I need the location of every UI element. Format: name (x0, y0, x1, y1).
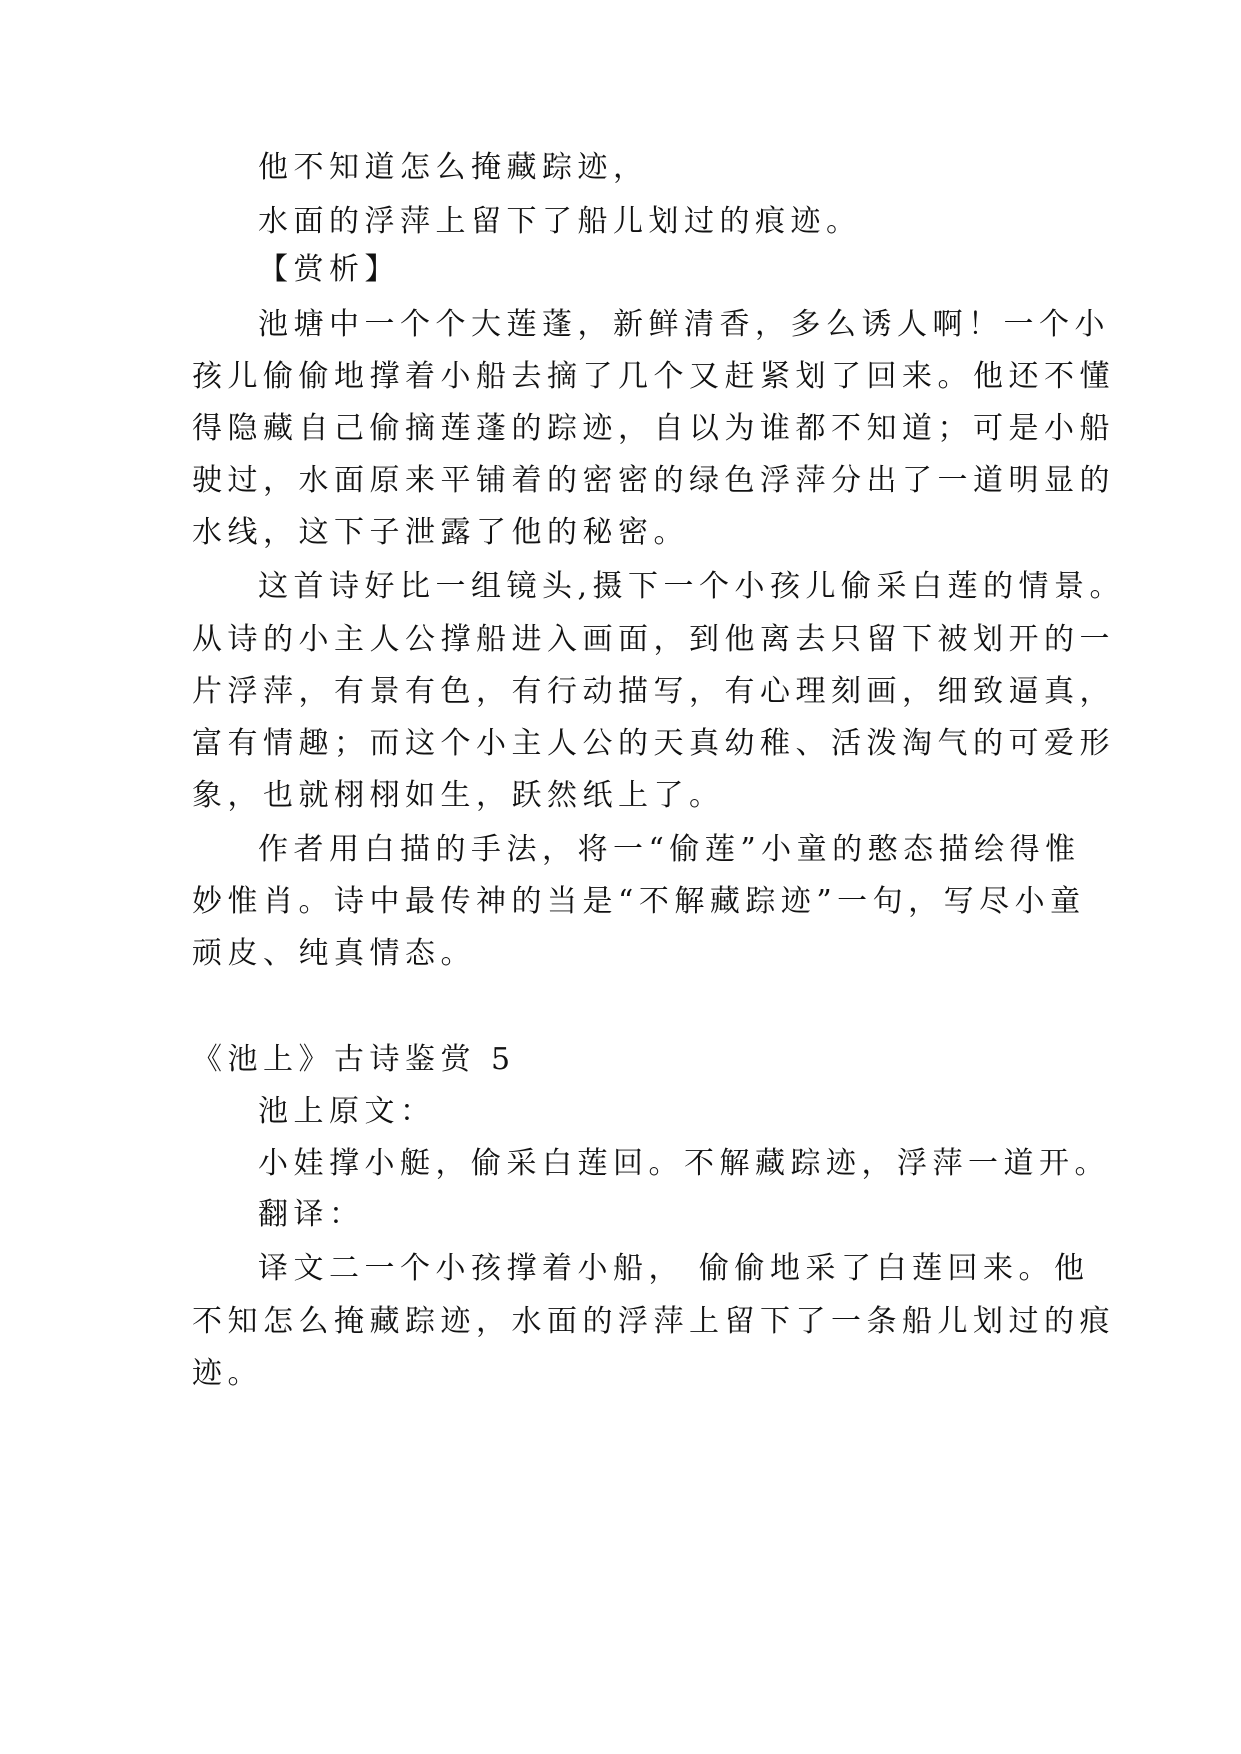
original-text-label: 池上原文： (258, 1094, 436, 1129)
appreciation-paragraph-1-line-5: 水线，这下子泄露了他的秘密。 (192, 515, 689, 550)
appreciation-paragraph-2-line-5: 象，也就栩栩如生，跃然纸上了。 (192, 778, 725, 813)
appreciation-heading: 【赏析】 (258, 252, 400, 287)
appreciation-paragraph-2-line-3: 片浮萍，有景有色，有行动描写，有心理刻画，细致逼真， (192, 674, 1115, 709)
poem-translation-line-2: 水面的浮萍上留下了船儿划过的痕迹。 (258, 204, 862, 239)
appreciation-paragraph-2-line-1: 这首诗好比一组镜头,摄下一个小孩儿偷采白莲的情景。 (258, 569, 1126, 604)
translation-line-1: 译文二一个小孩撑着小船， 偷偷地采了白莲回来。他 (258, 1251, 1090, 1286)
section-title: 《池上》古诗鉴赏 5 (192, 1042, 516, 1077)
appreciation-paragraph-3-line-1: 作者用白描的手法，将一“偷莲”小童的憨态描绘得惟 (258, 832, 1081, 867)
appreciation-paragraph-1-line-2: 孩儿偷偷地撑着小船去摘了几个又赶紧划了回来。他还不懂 (192, 359, 1115, 394)
appreciation-paragraph-1-line-4: 驶过，水面原来平铺着的密密的绿色浮萍分出了一道明显的 (192, 463, 1115, 498)
translation-label: 翻译： (258, 1197, 365, 1232)
appreciation-paragraph-3-line-2: 妙惟肖。诗中最传神的当是“不解藏踪迹”一句，写尽小童 (192, 884, 1086, 919)
appreciation-paragraph-3-line-3: 顽皮、纯真情态。 (192, 936, 476, 971)
original-poem: 小娃撑小艇，偷采白莲回。不解藏踪迹，浮萍一道开。 (258, 1146, 1110, 1181)
translation-line-3: 迹。 (192, 1356, 263, 1391)
appreciation-paragraph-2-line-4: 富有情趣；而这个小主人公的天真幼稚、活泼淘气的可爱形 (192, 726, 1115, 761)
appreciation-paragraph-2-line-2: 从诗的小主人公撑船进入画面，到他离去只留下被划开的一 (192, 622, 1115, 657)
appreciation-paragraph-1-line-3: 得隐藏自己偷摘莲蓬的踪迹，自以为谁都不知道；可是小船 (192, 411, 1115, 446)
appreciation-paragraph-1-line-1: 池塘中一个个大莲蓬，新鲜清香，多么诱人啊！一个小 (258, 307, 1110, 342)
translation-line-2: 不知怎么掩藏踪迹，水面的浮萍上留下了一条船儿划过的痕 (192, 1304, 1115, 1339)
poem-translation-line-1: 他不知道怎么掩藏踪迹， (258, 150, 649, 185)
